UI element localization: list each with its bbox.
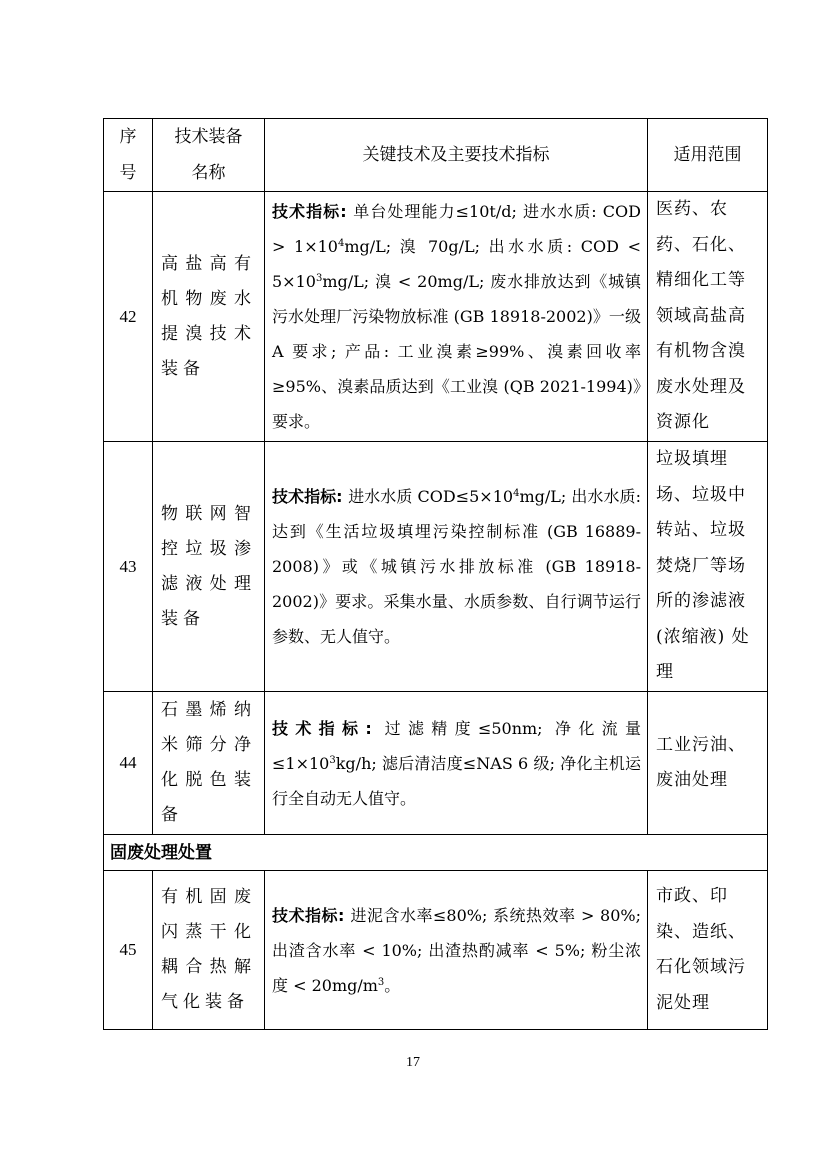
table-row bbox=[104, 692, 768, 835]
table-row bbox=[104, 192, 768, 442]
table-header-row bbox=[104, 119, 768, 192]
tech-indicators: 技术指标: 单台处理能力≤10t/d; 进水水质: COD > $1\times 10^4mg/L$; 溴 70g/L; 出水水质: COD < $5\times 10^3mg/L$; 溴 < 20mg/L; 废水排放达到《城镇污水处理厂污染物放标准 (GB 18918-2002)》一级 A 要求; 产品: 工业溴素≥99%、溴素回收率≥95%、溴素品质达到《工业溴 (QB 2021-1994)》要求。 bbox=[265, 192, 648, 442]
equipment-name: 石墨烯纳米筛分净化脱色装备 bbox=[153, 692, 265, 835]
row-number: 42 bbox=[104, 192, 153, 442]
tech-indicators: 技术指标: 进泥含水率≤80%; 系统热效率 > 80%; 出渣含水率 < 10%; 出渣热酌减率 < 5%; 粉尘浓度 < $20mg/m^3$。 bbox=[265, 871, 648, 1030]
row-number: 45 bbox=[104, 871, 153, 1030]
page-number: 17 bbox=[406, 1055, 420, 1070]
equipment-name: 物联网智控垃圾渗滤液处理装备 bbox=[153, 442, 265, 692]
section-row bbox=[104, 835, 768, 871]
application-scope: 市政、印染、造纸、石化领域污泥处理 bbox=[648, 871, 768, 1030]
equipment-table bbox=[103, 118, 768, 1030]
row-number: 44 bbox=[104, 692, 153, 835]
equipment-name: 有机固废闪蒸干化耦合热解气化装备 bbox=[153, 871, 265, 1030]
tech-indicators: 技术指标: 过滤精度≤50nm; 净化流量$\le 1\times 10^3kg/h$; 滤后清洁度≤NAS 6 级; 净化主机运行全自动无人值守。 bbox=[265, 692, 648, 835]
application-scope: 工业污油、废油处理 bbox=[648, 692, 768, 835]
indicator-label: 技术指标: bbox=[272, 202, 354, 221]
indicator-label: 技术指标: bbox=[272, 905, 351, 925]
application-scope: 垃圾填埋场、垃圾中转站、垃圾焚烧厂等场所的渗滤液 (浓缩液) 处理 bbox=[648, 442, 768, 692]
tech-indicators: 技术指标: 进水水质 $COD\le 5\times 10^4mg/L$; 出水水质: 达到《生活垃圾填埋污染控制标准 (GB 16889-2008)》或《城镇污水排放标准 (GB 18918-2002)》要求。采集水量、水质参数、自行调节运行参数、无人值守。 bbox=[265, 442, 648, 692]
table-row bbox=[104, 442, 768, 692]
application-scope: 医药、农药、石化、精细化工等领域高盐高有机物含溴废水处理及资源化 bbox=[648, 192, 768, 442]
header-scope: 适用范围 bbox=[648, 119, 768, 192]
header-tech: 关键技术及主要技术指标 bbox=[265, 119, 648, 192]
header-seq: 序 号 bbox=[104, 119, 153, 192]
equipment-name: 高盐高有机物废水提溴技术装备 bbox=[153, 192, 265, 442]
indicator-label: 技术指标: bbox=[272, 487, 349, 506]
section-heading: 固废处理处置 bbox=[104, 835, 768, 871]
row-number: 43 bbox=[104, 442, 153, 692]
table-row bbox=[104, 871, 768, 1030]
header-name: 技术装备 名称 bbox=[153, 119, 265, 192]
indicator-label: 技术指标: bbox=[272, 718, 385, 738]
